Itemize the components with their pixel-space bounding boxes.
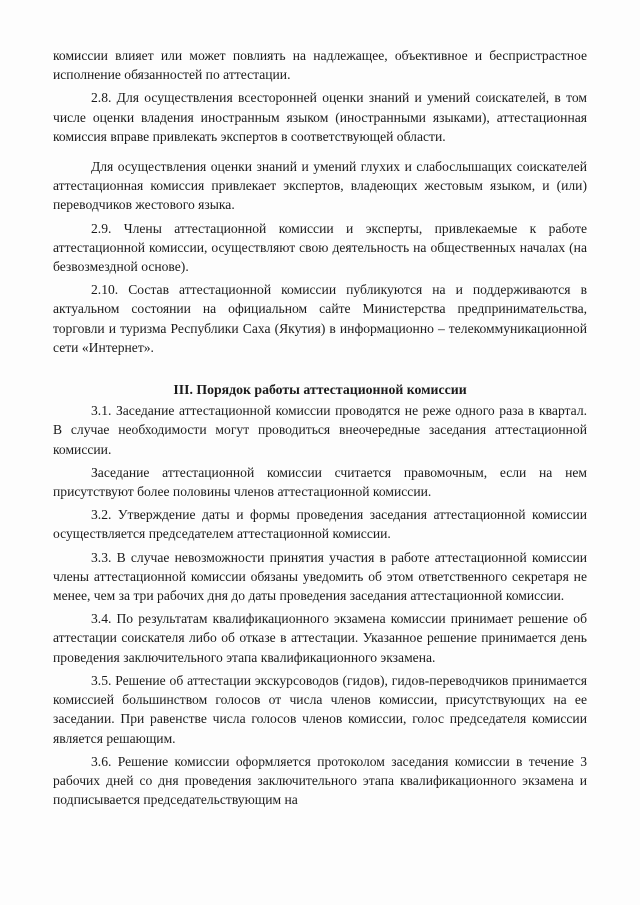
paragraph-3-1: 3.1. Заседание аттестационной комиссии проводятся не реже одного раза в квартал. В случае необходимости могут проводиться внеочередные заседания аттестационной комиссии.	[53, 403, 587, 457]
paragraph-continuation: комиссии влияет или может повлиять на надлежащее, объективное и беспристрастное исполнение обязанностей по аттестации.	[53, 48, 587, 83]
paragraph-3-5: 3.5. Решение об аттестации экскурсоводов (гидов), гидов-переводчиков принимается комиссией большинством голосов от числа членов комиссии, присутствующих на ее заседании. При равенстве числа голосов членов комиссии, голос председателя комиссии является решающим.	[53, 672, 587, 746]
section-heading: III. Порядок работы аттестационной комиссии	[173, 382, 467, 398]
paragraph-quorum: Заседание аттестационной комиссии считается правомочным, если на нем присутствуют более половины членов аттестационной комиссии.	[53, 464, 587, 500]
paragraph-3-4: 3.4. По результатам квалификационного экзамена комиссии принимает решение об аттестации соискателя либо об отказе в аттестации. Указанное решение принимается день проведения заключительного этапа квалификационного экзамена.	[53, 611, 587, 665]
document-body	[53, 46, 587, 809]
paragraph-3-2: 3.2. Утверждение даты и формы проведения заседания аттестационной комиссии осуществляется председателем аттестационной комиссии.	[53, 507, 587, 542]
paragraph-2-9: 2.9. Члены аттестационной комиссии и эксперты, привлекаемые к работе аттестационной комиссии, осуществляют свою деятельность на общественных началах (на безвозмездной основе).	[53, 220, 587, 275]
paragraph-3-3: 3.3. В случае невозможности принятия участия в работе аттестационной комиссии члены аттестационной комиссии обязаны уведомить об этом ответственного секретаря не менее, чем за три рабочих дня до даты проведения заседания аттестационной комиссии.	[53, 549, 587, 604]
paragraph-deaf-experts: Для осуществления оценки знаний и умений глухих и слабослышащих соискателей аттестационная комиссия привлекает экспертов, владеющих жестовым языком, и (или) переводчиков жестового языка.	[53, 159, 587, 213]
paragraph-3-6: 3.6. Решение комиссии оформляется протоколом заседания комиссии в течение 3 рабочих дней со дня проведения заключительного этапа квалификационного экзамена и подписывается председательствующим на	[53, 753, 587, 808]
paragraph-2-8: 2.8. Для осуществления всесторонней оценки знаний и умений соискателей, в том числе оценки владения иностранным языком (иностранными языками), аттестационная комиссия вправе привлекать экспертов в соответствующей области.	[53, 90, 587, 144]
paragraph-2-10: 2.10. Состав аттестационной комиссии публикуются на и поддерживаются в актуальном состоянии на официальном сайте Министерства предпринимательства, торговли и туризма Республики Саха (Якутия) в информационно – телекоммуникационной сети «Интернет».	[53, 282, 587, 355]
